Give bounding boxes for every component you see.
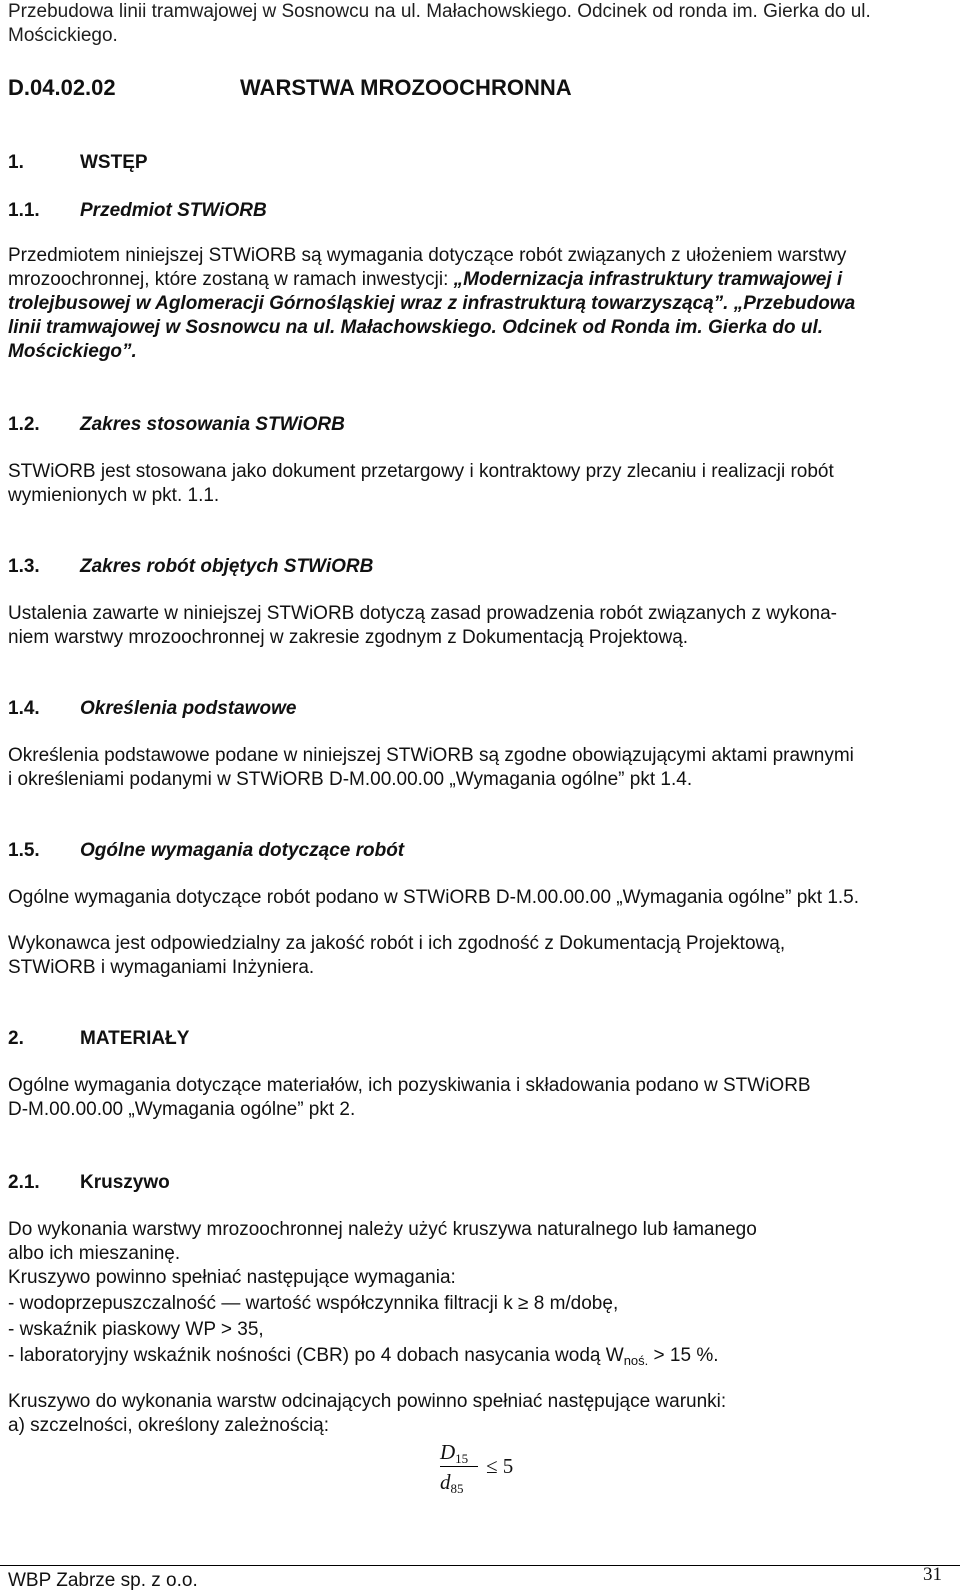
- section-1-2-title: Zakres stosowania STWiORB: [80, 414, 345, 435]
- s13-text-line: Ustalenia zawarte w niniejszej STWiORB dotyczą zasad prowadzenia robót związanych z wykona-: [8, 603, 837, 624]
- footer-rule: [0, 1565, 960, 1566]
- section-2-title: MATERIAŁY: [80, 1028, 190, 1049]
- section-1-3-number: 1.3.: [8, 556, 40, 577]
- s11-text-plain: mrozoochronnej, które zostaną w ramach inwestycji:: [8, 269, 454, 290]
- s21-bullet-subscript: noś.: [623, 1353, 649, 1368]
- section-2-number: 2.: [8, 1028, 24, 1049]
- formula-relation: ≤ 5: [486, 1454, 514, 1478]
- footer-company: WBP Zabrze sp. z o.o.: [8, 1570, 198, 1591]
- s14-text-line: Określenia podstawowe podane w niniejszej STWiORB są zgodne obowiązującymi aktami prawnymi: [8, 745, 854, 766]
- section-2-1-title: Kruszywo: [80, 1172, 170, 1193]
- s11-text-line: Przedmiotem niniejszej STWiORB są wymagania dotyczące robót związanych z ułożeniem warstwy: [8, 245, 847, 266]
- s2-text-line: D-M.00.00.00 „Wymagania ogólne” pkt 2.: [8, 1099, 356, 1120]
- page-number: 31: [923, 1564, 942, 1585]
- formula-num-subscript: 15: [455, 1451, 469, 1466]
- s15-text-line: STWiORB i wymaganiami Inżyniera.: [8, 957, 315, 978]
- fraction-bar: [440, 1466, 478, 1467]
- s14-text-line: i określeniami podanymi w STWiORB D-M.00.00.00 „Wymagania ogólne” pkt 1.4.: [8, 769, 693, 790]
- section-1-1-title: Przedmiot STWiORB: [80, 200, 267, 221]
- section-1-4-number: 1.4.: [8, 698, 40, 719]
- section-2-1-number: 2.1.: [8, 1172, 40, 1193]
- s21-text-line: albo ich mieszaninę.: [8, 1243, 181, 1264]
- s11-text-line: trolejbusowej w Aglomeracji Górnośląskiej wraz z infrastrukturą towarzyszącą”. „Przebudowa: [8, 293, 856, 314]
- s21-bullet-text-end: > 15 %.: [648, 1345, 719, 1366]
- s21-bullet: [8, 1344, 719, 1373]
- section-1-2-number: 1.2.: [8, 414, 40, 435]
- s12-text-line: STWiORB jest stosowana jako dokument przetargowy i kontraktowy przy zlecaniu i realizacji robót: [8, 461, 834, 482]
- s21-text-line: Do wykonania warstwy mrozoochronnej należy użyć kruszywa naturalnego lub łamanego: [8, 1219, 757, 1240]
- formula-denominator: [440, 1470, 464, 1497]
- s13-text-line: niem warstwy mrozoochronnej w zakresie zgodnym z Dokumentacją Projektową.: [8, 627, 689, 648]
- s21-text-line: Kruszywo powinno spełniać następujące wymagania:: [8, 1267, 456, 1288]
- section-1-4-title: Określenia podstawowe: [80, 698, 297, 719]
- s11-text-line: linii tramwajowej w Sosnowcu na ul. Małachowskiego. Odcinek od Ronda im. Gierka do ul.: [8, 317, 824, 338]
- s21-text-line: a) szczelności, określony zależnością:: [8, 1415, 330, 1436]
- section-1-number: 1.: [8, 152, 24, 173]
- formula-numerator: [440, 1440, 468, 1467]
- s15-text-line: Wykonawca jest odpowiedzialny za jakość robót i ich zgodność z Dokumentacją Projektową,: [8, 933, 786, 954]
- formula-num-letter: D: [440, 1440, 456, 1464]
- s11-text-line: [8, 268, 842, 292]
- section-1-5-number: 1.5.: [8, 840, 40, 861]
- spec-code: D.04.02.02: [8, 75, 116, 100]
- s2-text-line: Ogólne wymagania dotyczące materiałów, ich pozyskiwania i składowania podano w STWiORB: [8, 1075, 811, 1096]
- s15-text-line: Ogólne wymagania dotyczące robót podano w STWiORB D-M.00.00.00 „Wymagania ogólne” pkt 1.5.: [8, 887, 860, 908]
- s11-text-investment: „Modernizacja infrastruktury tramwajowej i: [453, 269, 843, 290]
- section-1-1-number: 1.1.: [8, 200, 40, 221]
- s12-text-line: wymienionych w pkt. 1.1.: [8, 485, 220, 506]
- s21-bullet-text: - laboratoryjny wskaźnik nośności (CBR) po 4 dobach nasycania wodą W: [8, 1345, 624, 1366]
- running-header-line1: Przebudowa linii tramwajowej w Sosnowcu na ul. Małachowskiego. Odcinek od ronda im. Gierka do ul.: [8, 1, 871, 22]
- section-1-3-title: Zakres robót objętych STWiORB: [80, 556, 374, 577]
- formula-den-letter: d: [440, 1470, 451, 1494]
- section-1-5-title: Ogólne wymagania dotyczące robót: [80, 840, 405, 861]
- s21-text-line: Kruszywo do wykonania warstw odcinających powinno spełniać następujące warunki:: [8, 1391, 727, 1412]
- spec-title: WARSTWA MROZOOCHRONNA: [240, 75, 572, 100]
- formula-den-subscript: 85: [450, 1481, 464, 1496]
- s21-bullet: - wskaźnik piaskowy WP > 35,: [8, 1319, 264, 1340]
- s21-bullet: - wodoprzepuszczalność — wartość współczynnika filtracji k ≥ 8 m/dobę,: [8, 1293, 619, 1314]
- section-1-title: WSTĘP: [80, 152, 148, 173]
- s11-text-line: Mościckiego”.: [8, 341, 137, 362]
- running-header-line2: Mościckiego.: [8, 25, 118, 46]
